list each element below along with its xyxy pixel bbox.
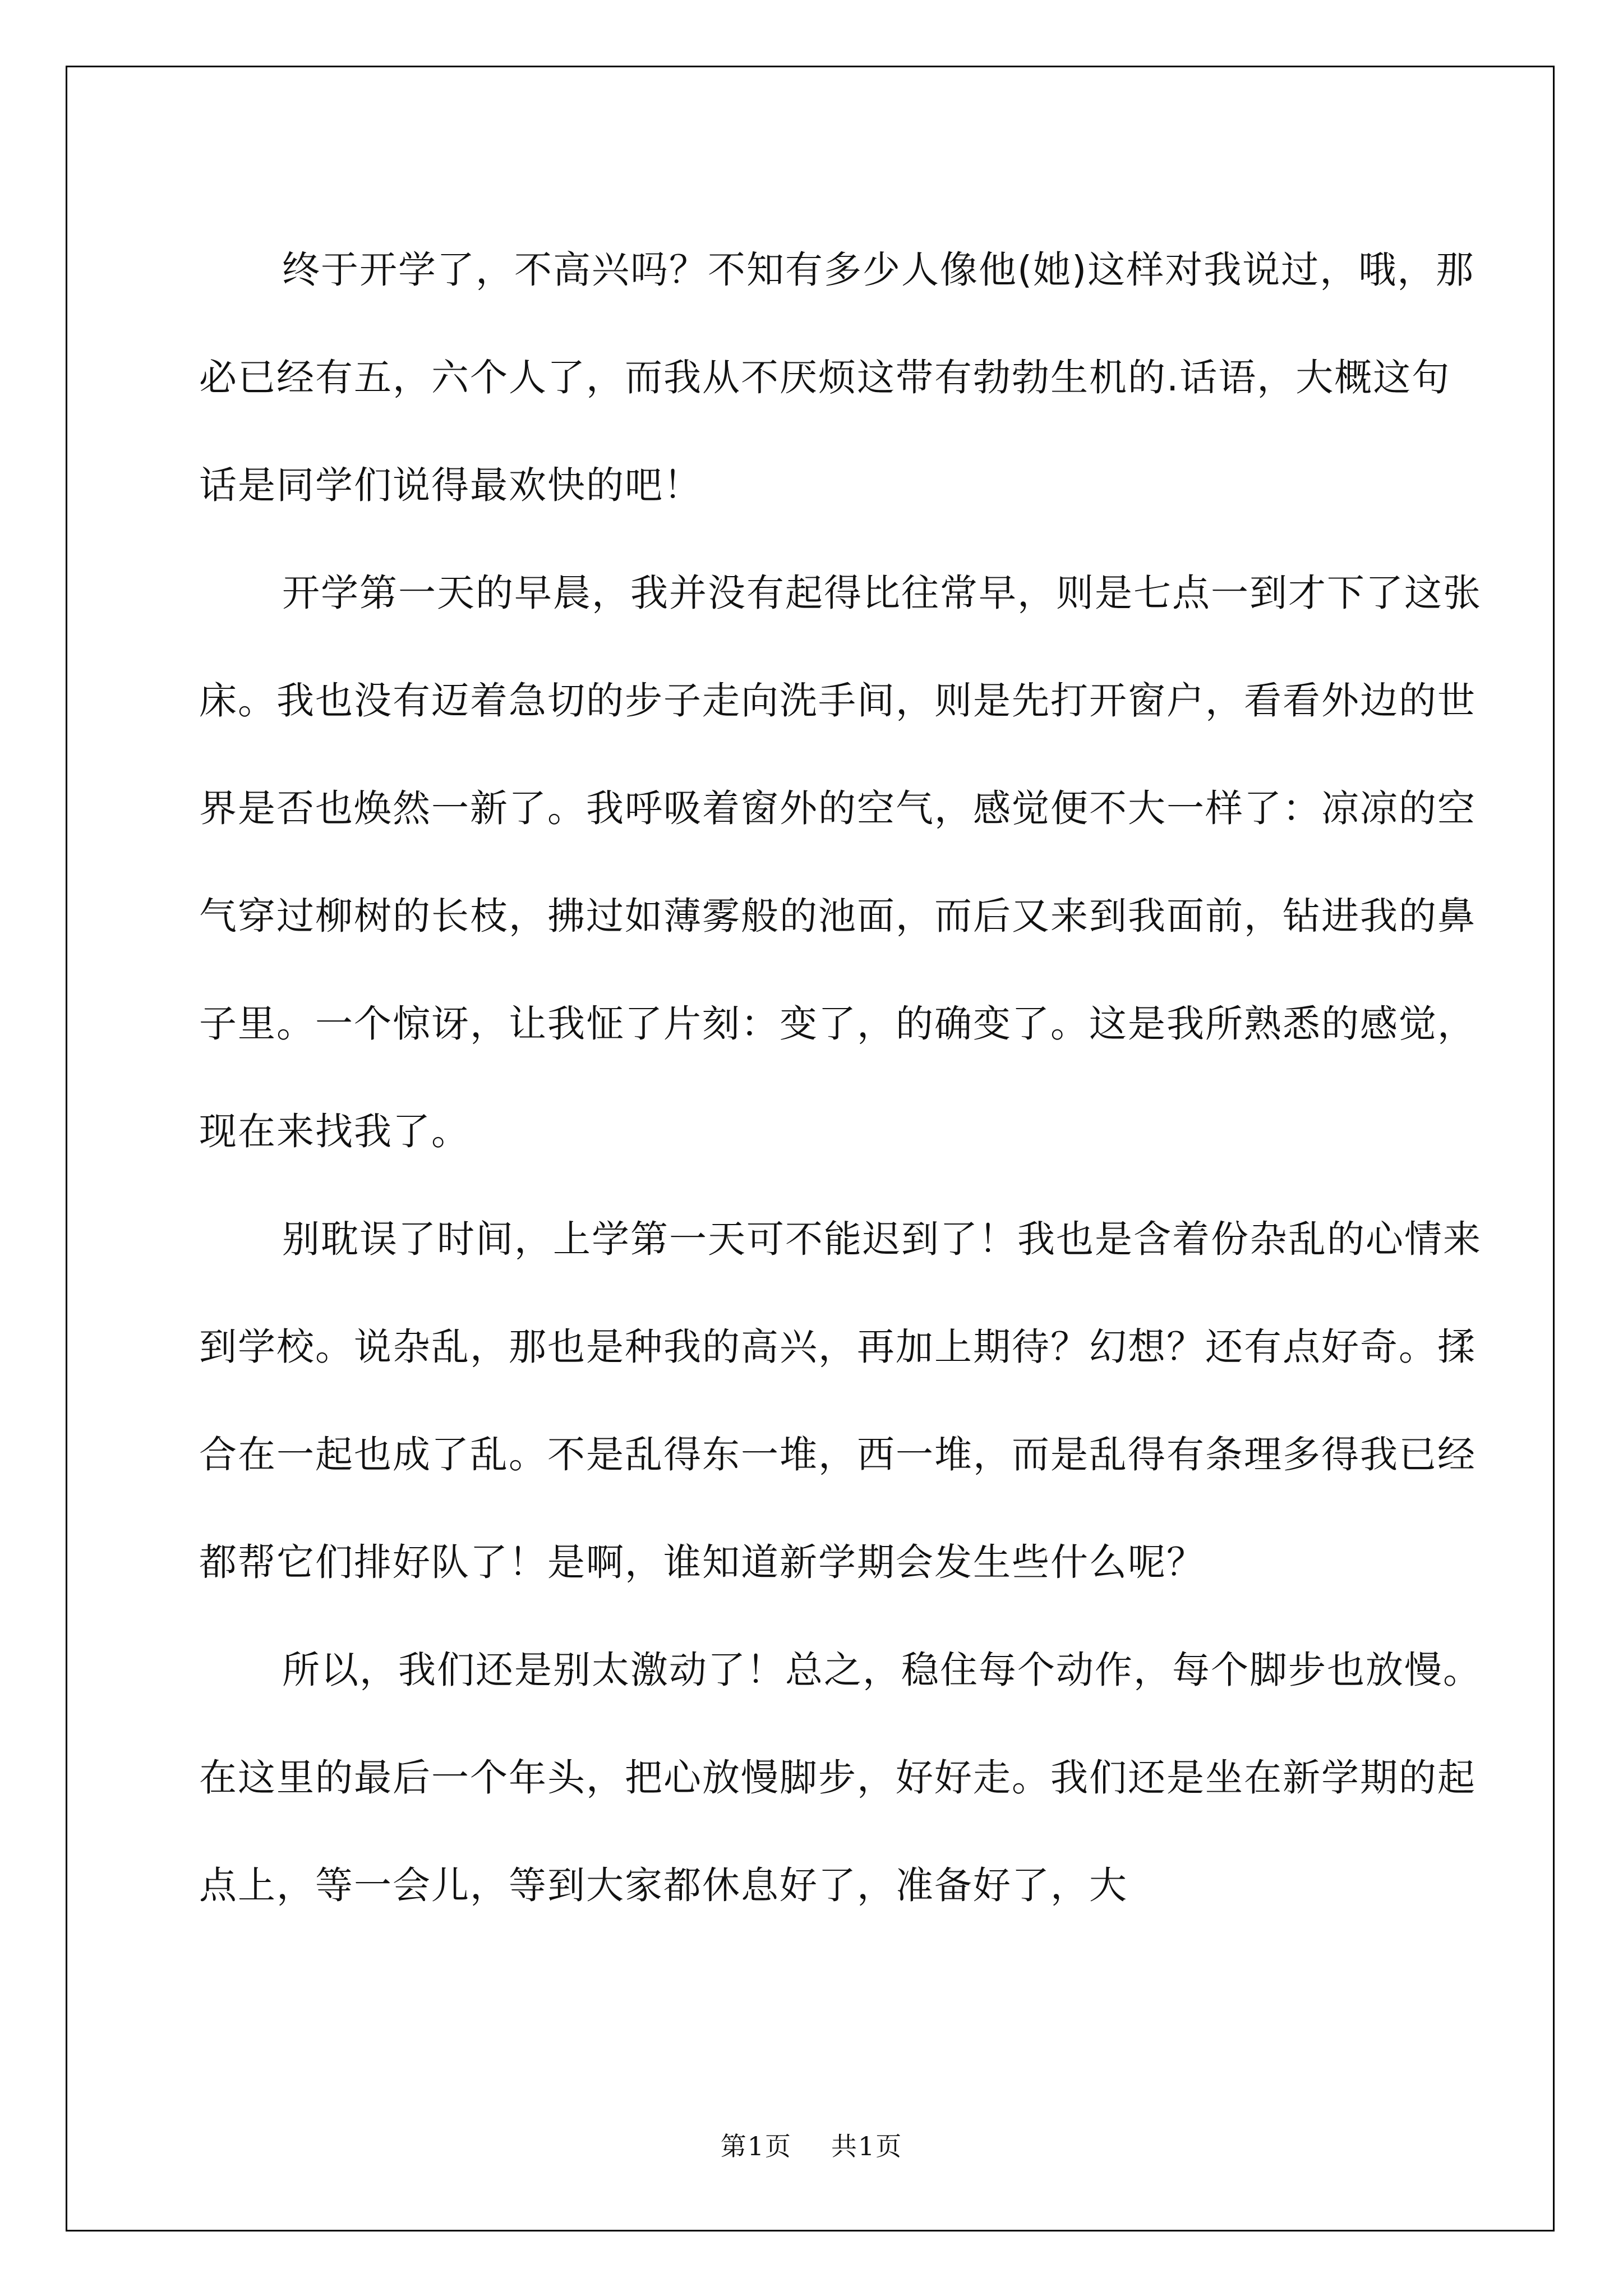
page-footer [0,2126,1623,2163]
current-page-label: 第1页 [720,2131,792,2161]
paragraph-1: 终于开学了，不高兴吗？不知有多少人像他(她)这样对我说过，哦，那必已经有五，六个人了，而我从不厌烦这带有勃勃生机的.话语，大概这句话是同学们说得最欢快的吧！ [199,248,1475,507]
paragraph-4: 所以，我们还是别太激动了！总之，稳住每个动作，每个脚步也放慢。在这里的最后一个年头，把心放慢脚步，好好走。我们还是坐在新学期的起点上，等一会儿，等到大家都休息好了，准备好了，大 [199,1648,1482,1907]
document-body [199,216,1483,1939]
total-pages-label: 共1页 [831,2131,903,2161]
paragraph-3: 别耽误了时间，上学第一天可不能迟到了！我也是含着份杂乱的心情来到学校。说杂乱，那也是种我的高兴，再加上期待？幻想？还有点好奇。揉合在一起也成了乱。不是乱得东一堆，西一堆，而是乱得有条理多得我已经都帮它们排好队了！是啊，谁知道新学期会发生些什么呢？ [199,1217,1482,1584]
paragraph-2: 开学第一天的早晨，我并没有起得比往常早，则是七点一到才下了这张床。我也没有迈着急切的步子走向洗手间，则是先打开窗户，看看外边的世界是否也焕然一新了。我呼吸着窗外的空气，感觉便不大一样了：凉凉的空气穿过柳树的长枝，拂过如薄雾般的池面，而后又来到我面前，钻进我的鼻子里。一个惊讶，让我怔了片刻：变了，的确变了。这是我所熟悉的感觉，现在来找我了。 [199,571,1482,1153]
